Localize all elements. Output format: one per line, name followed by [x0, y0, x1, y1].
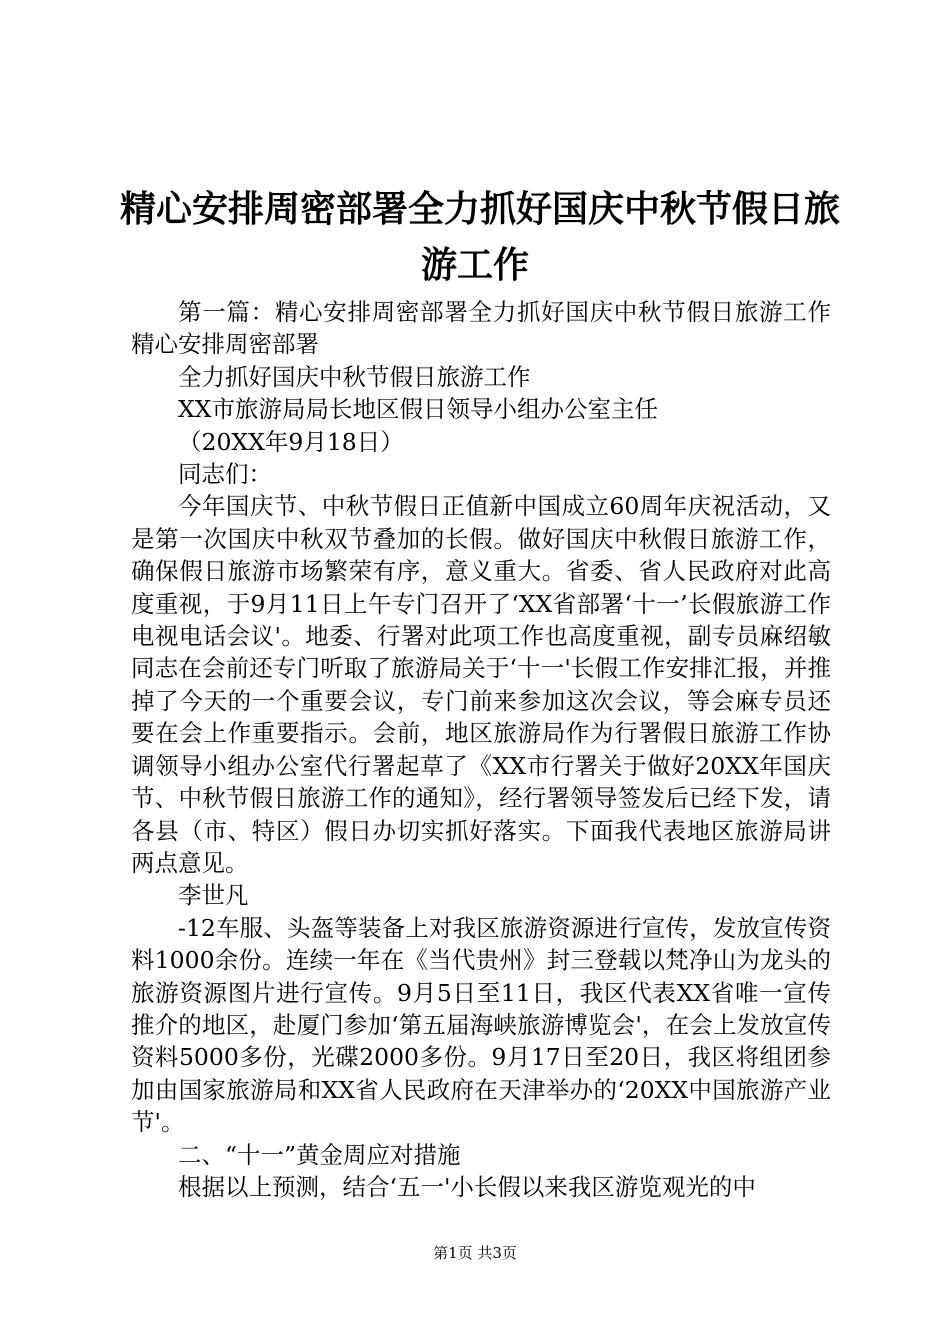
- paragraph: （20XX年9月18日）: [178, 427, 404, 456]
- paragraph: 二、“十一”黄金周应对措施: [178, 1140, 461, 1169]
- paragraph: XX市旅游局局长地区假日领导小组办公室主任: [178, 395, 658, 424]
- paragraph: 第一篇：精心安排周密部署全力抓好国庆中秋节假日旅游工作精心安排周密部署: [131, 298, 831, 359]
- paragraph: 今年国庆节、中秋节假日正值新中国成立60周年庆祝活动，又是第一次国庆中秋双节叠加的长假。做好国庆中秋假日旅游工作，确保假日旅游市场繁荣有序，意义重大。省委、省人民政府对此高度重视，于9月11日上午专门召开了‘XX省部署‘十一’长假旅游工作电视电话会议'。地委、行署对此项工作也高度重视，副专员麻绍敏同志在会前还专门听取了旅游局关于‘十一'长假工作安排汇报，并推掉了今天的一个重要会议，专门前来参加这次会议，等会麻专员还要在会上作重要指示。会前，地区旅游局作为行署假日旅游工作协调领导小组办公室代行署起草了《XX市行署关于做好20XX年国庆节、中秋节假日旅游工作的通知》，经行署领导签发后已经下发，请各县（市、特区）假日办切实抓好落实。下面我代表地区旅游局讲两点意见。: [131, 492, 831, 877]
- document-title-line-2: 游工作: [420, 245, 529, 286]
- paragraph: 李世凡: [178, 881, 249, 910]
- document-title-line-1: 精心安排周密部署全力抓好国庆中秋节假日旅: [120, 189, 841, 230]
- paragraph: -12车服、头盔等装备上对我区旅游资源进行宣传，发放宣传资料1000余份。连续一年在《当代贵州》封三登载以梵净山为龙头的旅游资源图片进行宣传。9月5日至11日，我区代表XX省唯一宣传推介的地区，赴厦门参加‘第五届海峡旅游博览会'，在会上发放宣传资料5000多份，光碟2000多份。9月17日至20日，我区将组团参加由国家旅游局和XX省人民政府在天津举办的‘20XX中国旅游产业节'。: [131, 913, 831, 1137]
- paragraph: 全力抓好国庆中秋节假日旅游工作: [178, 362, 531, 391]
- page-footer: 第1页 共3页: [433, 1244, 517, 1262]
- paragraph: 同志们：: [178, 460, 272, 489]
- paragraph: 根据以上预测，结合‘五一'小长假以来我区游览观光的中: [178, 1172, 756, 1201]
- document-body: [131, 296, 831, 1203]
